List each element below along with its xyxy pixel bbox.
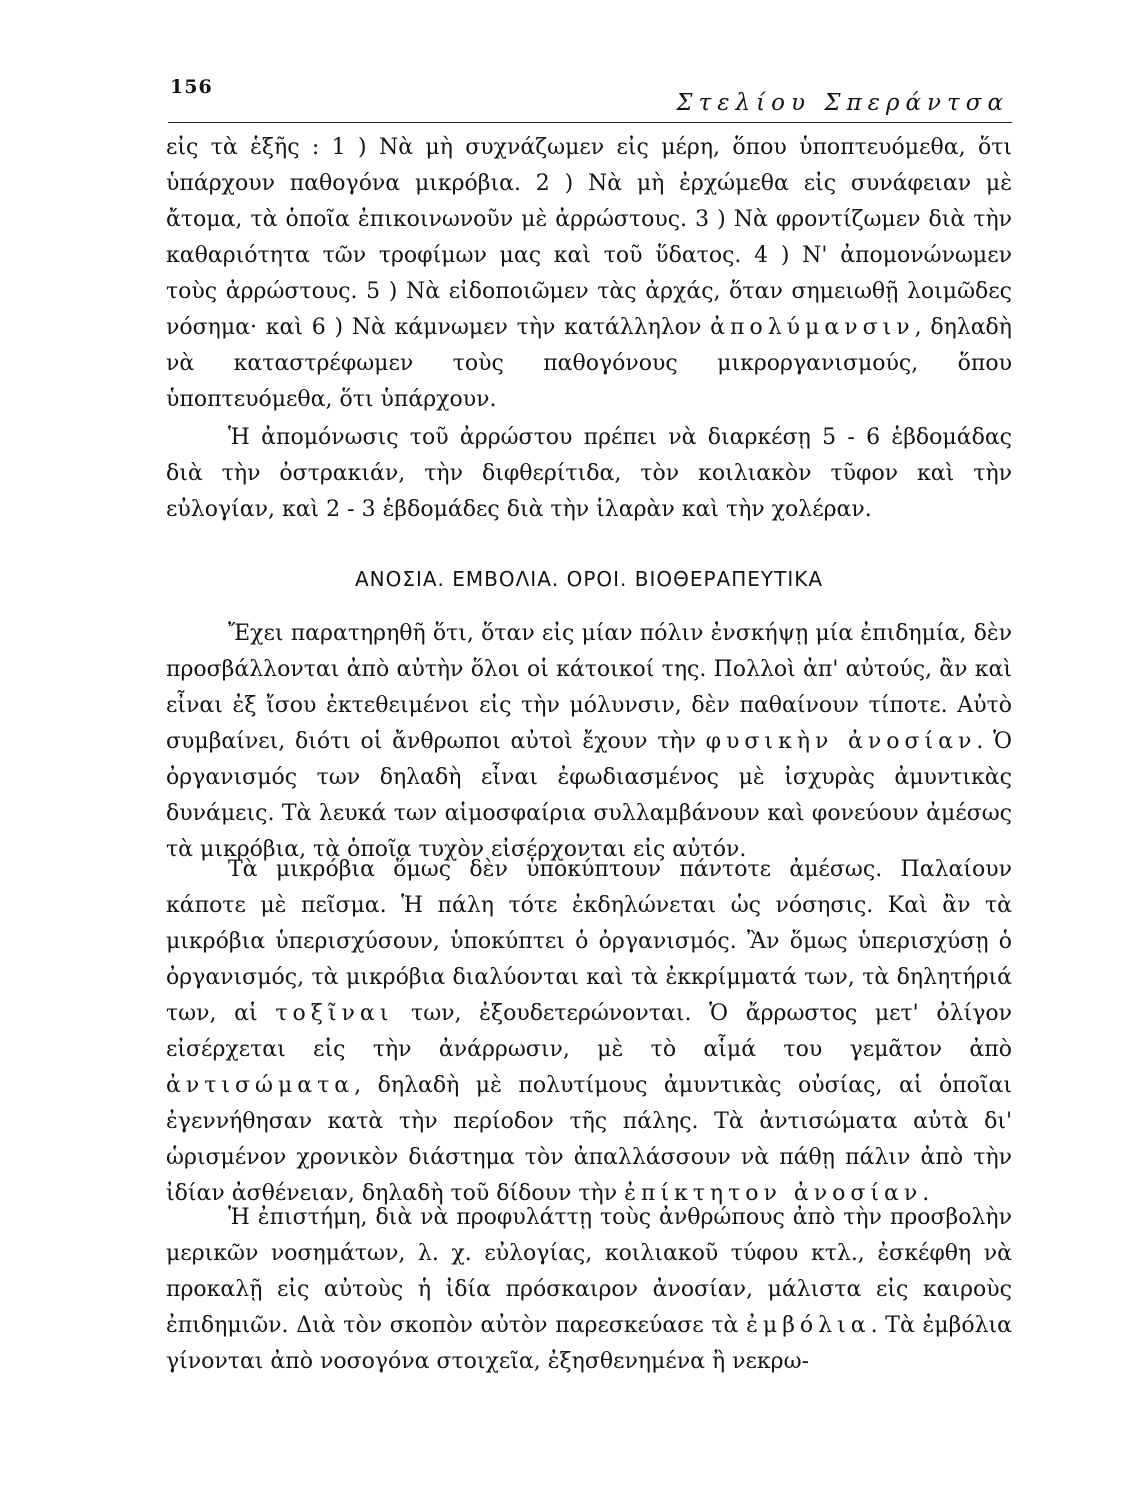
header-rule <box>168 122 1012 123</box>
paragraph-3-text-b: . Ὁ ὀργανισμός των δηλαδὴ εἶναι ἐφωδιασμένος μὲ ἰσχυρὰς ἀμυντικὰς δυνάμεις. Τὰ λευκά των αἱμοσφαίρια συλλαμβάνουν καὶ φονεύουν ἀμέσως τὰ μικρόβια, τὰ ὁποῖα τυχὸν εἰσέρχονται εἰς αὐτόν. <box>166 729 1012 862</box>
paragraph-4-spaced-term-2: ἀντισώματα <box>166 1073 355 1098</box>
paragraph-4-text-a: Τὰ μικρόβια ὅμως δὲν ὑποκύπτουν πάντοτε ἀμέσως. Παλαίουν κάποτε μὲ πεῖσμα. Ἡ πάλη τότε ἐκδηλώνεται ὡς νόσησις. Καὶ ἂν τὰ μικρόβια ὑπερισχύσουν, ὑποκύπτει ὁ ὀργανισμός. Ἂν ὅμως ὑπερισχύσῃ ὁ ὀργανισμός, τὰ μικρόβια διαλύονται καὶ τὰ ἐκκρίμματά των, τὰ δηλητήριά των, αἱ <box>166 857 1012 1026</box>
paragraph-5-spaced-term: ἐμβόλια <box>746 1313 871 1338</box>
paragraph-4-spaced-term-3: ἐπίκτητον ἀνοσίαν <box>624 1181 923 1206</box>
paragraph-3-text-a: Ἔχει παρατηρηθῆ ὅτι, ὅταν εἰς μίαν πόλιν ἐνσκήψῃ μία ἐπιδημία, δὲν προσβάλλονται ἀπὸ αὐτὴν ὅλοι οἱ κάτοικοί της. Πολλοὶ ἀπ' αὐτούς, ἂν καὶ εἶναι ἐξ ἴσου ἐκτεθειμένοι εἰς τὴν μόλυνσιν, δὲν παθαίνουν τίποτε. Αὐτὸ συμβαίνει, διότι οἱ ἄνθρωποι αὐτοὶ ἔχουν τὴν <box>166 621 1012 754</box>
paragraph-3 <box>166 616 1012 868</box>
paragraph-5-text-b: . Τὰ ἐμβόλια γίνονται ἀπὸ νοσογόνα στοιχεῖα, ἐξησθενημένα ἢ νεκρω- <box>166 1313 1012 1374</box>
section-heading: ΑΝΟΣΙΑ. ΕΜΒΟΛΙΑ. ΟΡΟΙ. ΒΙΟΘΕΡΑΠΕΥΤΙΚΑ <box>354 567 824 591</box>
paragraph-3-spaced-term: φυσικὴν ἀνοσίαν <box>705 729 977 754</box>
paragraph-4 <box>166 852 1012 1212</box>
paragraph-2: Ἡ ἀπομόνωσις τοῦ ἀρρώστου πρέπει νὰ διαρκέσῃ 5 - 6 ἑβδομάδας διὰ τὴν ὀστρακιάν, τὴν διφθερίτιδα, τὸν κοιλιακὸν τῦφον καὶ τὴν εὐλογίαν, καὶ 2 - 3 ἑβδομάδες διὰ τὴν ἱλαρὰν καὶ τὴν χολέραν. <box>166 425 1012 522</box>
paragraph-1-spaced-term: ἀπολύμανσιν <box>710 315 915 340</box>
paragraph-5 <box>166 1200 1012 1380</box>
running-head: Στελίου Σπεράντσα <box>676 90 1009 116</box>
paragraph-1 <box>166 130 1012 418</box>
paragraph-4-spaced-term-1: τοξῖναι <box>275 1001 394 1026</box>
paragraph-1-text-a: εἰς τὰ ἑξῆς : 1 ) Νὰ μὴ συχνάζωμεν εἰς μέρη, ὅπου ὑποπτευόμεθα, ὅτι ὑπάρχουν παθογόνα μικρόβια. 2 ) Νὰ μὴ ἐρχώμεθα εἰς συνάφειαν μὲ ἄτομα, τὰ ὁποῖα ἐπικοινωνοῦν μὲ ἀρρώστους. 3 ) Νὰ φροντίζωμεν διὰ τὴν καθαριότητα τῶν τροφίμων μας καὶ τοῦ ὕδατος. 4 ) Ν' ἀπομονώνωμεν τοὺς ἀρρώστους. 5 ) Νὰ εἰδοποιῶμεν τὰς ἀρχάς, ὅταν σημειωθῇ λοιμῶδες νόσημα· καὶ 6 ) Νὰ κάμνωμεν τὴν κατάλληλον <box>166 135 1012 340</box>
paragraph-4-text-b: των, ἐξουδετερώνονται. Ὁ ἄρρωστος μετ' ὀλίγον εἰσέρχεται εἰς τὴν ἀνάρρωσιν, μὲ τὸ αἷμά του γεμᾶτον ἀπὸ <box>166 1001 1012 1062</box>
paragraph-1-text-b: , δηλαδὴ νὰ καταστρέφωμεν τοὺς παθογόνους μικροργανισμούς, ὅπου ὑποπτευόμεθα, ὅτι ὑπάρχουν. <box>166 315 1012 412</box>
paragraph-5-text-a: Ἡ ἐπιστήμη, διὰ νὰ προφυλάττῃ τοὺς ἀνθρώπους ἀπὸ τὴν προσβολὴν μερικῶν νοσημάτων, λ. χ. εὐλογίας, κοιλιακοῦ τύφου κτλ., ἐσκέφθη νὰ προκαλῇ εἰς αὐτοὺς ἡ ἰδία πρόσκαιρον ἀνοσίαν, μάλιστα εἰς καιροὺς ἐπιδημιῶν. Διὰ τὸν σκοπὸν αὐτὸν παρεσκεύασε τὰ <box>166 1205 1012 1338</box>
page-number: 156 <box>170 76 213 98</box>
paragraph-4-text-c: , δηλαδὴ μὲ πολυτίμους ἀμυντικὰς οὐσίας, αἱ ὁποῖαι ἐγεννήθησαν κατὰ τὴν περίοδον τῆς πάλης. Τὰ ἀντισώματα αὐτὰ δι' ὡρισμένον χρονικὸν διάστημα τὸν ἀπαλλάσσουν νὰ πάθῃ πάλιν ἀπὸ τὴν ἰδίαν ἀσθένειαν, δηλαδὴ τοῦ δίδουν τὴν <box>166 1073 1012 1206</box>
paragraph-4-text-d: . <box>922 1181 930 1206</box>
